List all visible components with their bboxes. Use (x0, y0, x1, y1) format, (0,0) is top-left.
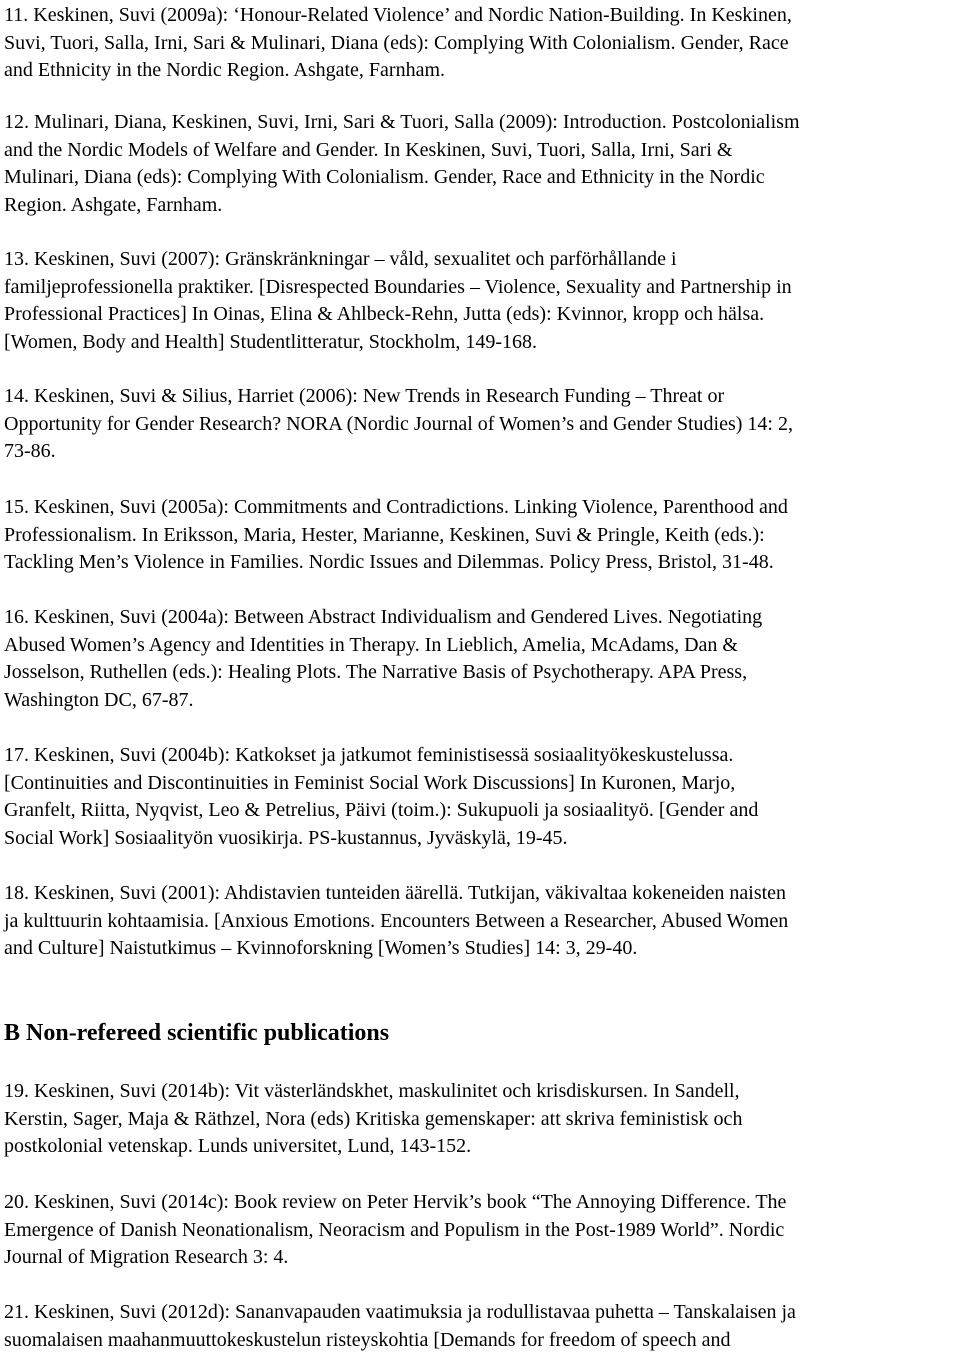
reference-entry-15 (4, 494, 788, 577)
reference-entry-19 (4, 1078, 742, 1161)
reference-line: ja kulttuurin kohtaamisia. [Anxious Emotions. Encounters Between a Researcher, Abused Women (4, 909, 789, 932)
reference-line: Professional Practices] In Oinas, Elina & Ahlbeck-Rehn, Jutta (eds): Kvinnor, kropp och hälsa. (4, 303, 765, 325)
reference-line: 12. Mulinari, Diana, Keskinen, Suvi, Irni, Sari & Tuori, Salla (2009): Introduction. Postcolonialism (4, 111, 800, 133)
reference-line: 17. Keskinen, Suvi (2004b): Katkokset ja jatkumot feministisessä sosiaalityökeskustelussa. (4, 744, 734, 766)
reference-line: Journal of Migration Research 3: 4. (4, 1246, 289, 1268)
reference-line: and Culture] Naistutkimus – Kvinnoforskning [Women’s Studies] 14: 3, 29-40. (4, 937, 638, 959)
reference-line: postkolonial vetenskap. Lunds universitet, Lund, 143-152. (4, 1135, 472, 1157)
reference-line: and the Nordic Models of Welfare and Gender. In Keskinen, Suvi, Tuori, Salla, Irni, Sari & (4, 138, 733, 161)
reference-line: Region. Ashgate, Farnham. (4, 193, 223, 216)
reference-line: Tackling Men’s Violence in Families. Nordic Issues and Dilemmas. Policy Press, Bristol, 31-48. (4, 551, 774, 573)
reference-entry-21 (4, 1299, 796, 1354)
reference-entry-17 (4, 742, 758, 852)
reference-line: 18. Keskinen, Suvi (2001): Ahdistavien tunteiden äärellä. Tutkijan, väkivaltaa kokeneiden naisten (4, 882, 787, 904)
reference-line: 73-86. (4, 440, 56, 462)
reference-line: 20. Keskinen, Suvi (2014c): Book review on Peter Hervik’s book “The Annoying Difference. The (4, 1191, 787, 1213)
reference-line: [Continuities and Discontinuities in Feminist Social Work Discussions] In Kuronen, Marjo, (4, 771, 736, 794)
reference-line: 19. Keskinen, Suvi (2014b): Vit västerländskhet, maskulinitet och krisdiskursen. In Sandell, (4, 1080, 740, 1102)
reference-line: [Women, Body and Health] Studentlitteratur, Stockholm, 149-168. (4, 330, 538, 353)
reference-line: Emergence of Danish Neonationalism, Neoracism and Populism in the Post-1989 World”. Nordic (4, 1218, 785, 1241)
reference-line: 14. Keskinen, Suvi & Silius, Harriet (2006): New Trends in Research Funding – Threat or (4, 385, 725, 407)
reference-line: Suvi, Tuori, Salla, Irni, Sari & Mulinari, Diana (eds): Complying With Colonialism. Gender, Race (4, 31, 789, 54)
reference-entry-14 (4, 383, 793, 466)
section-heading: B Non-refereed scientific publications (4, 1020, 390, 1046)
reference-line: Social Work] Sosiaalityön vuosikirja. PS-kustannus, Jyväskylä, 19-45. (4, 826, 568, 849)
reference-line: Abused Women’s Agency and Identities in Therapy. In Lieblich, Amelia, McAdams, Dan & (4, 633, 738, 656)
reference-line: 16. Keskinen, Suvi (2004a): Between Abstract Individualism and Gendered Lives. Negotiating (4, 606, 763, 628)
reference-line: 13. Keskinen, Suvi (2007): Gränskränkningar – våld, sexualitet och parförhållande i (4, 248, 677, 270)
reference-line: and Ethnicity in the Nordic Region. Ashgate, Farnham. (4, 59, 446, 81)
reference-entry-13 (4, 246, 792, 356)
reference-line: 11. Keskinen, Suvi (2009a): ‘Honour-Related Violence’ and Nordic Nation-Building. In Keskinen, (4, 4, 792, 26)
reference-entry-11 (4, 2, 792, 85)
reference-line: Professionalism. In Eriksson, Maria, Hester, Marianne, Keskinen, Suvi & Pringle, Keith (eds.): (4, 523, 765, 546)
reference-line: familjeprofessionella praktiker. [Disrespected Boundaries – Violence, Sexuality and Partnership in (4, 275, 792, 298)
reference-line: Opportunity for Gender Research? NORA (Nordic Journal of Women’s and Gender Studies) 14: 2, (4, 412, 793, 435)
reference-line: Granfelt, Riitta, Nyqvist, Leo & Petrelius, Päivi (toim.): Sukupuoli ja sosiaalityö. [Gender and (4, 799, 759, 821)
reference-entry-20 (4, 1189, 786, 1272)
reference-line: 15. Keskinen, Suvi (2005a): Commitments and Contradictions. Linking Violence, Parenthood and (4, 496, 788, 518)
reference-entry-16 (4, 604, 762, 714)
reference-line: Washington DC, 67-87. (4, 688, 194, 711)
reference-line: suomalaisen maahanmuuttokeskustelun risteyskohtia [Demands for freedom of speech and (4, 1328, 731, 1351)
reference-entry-18 (4, 880, 788, 963)
reference-line: Kerstin, Sager, Maja & Räthzel, Nora (eds) Kritiska gemenskaper: att skriva feministisk och (4, 1107, 743, 1130)
reference-line: 21. Keskinen, Suvi (2012d): Sananvapauden vaatimuksia ja rodullistavaa puhetta – Tanskalaisen ja (4, 1301, 796, 1323)
reference-line: Mulinari, Diana (eds): Complying With Colonialism. Gender, Race and Ethnicity in the Nordic (4, 166, 765, 188)
reference-line: Josselson, Ruthellen (eds.): Healing Plots. The Narrative Basis of Psychotherapy. APA Press, (4, 661, 748, 683)
reference-entry-12 (4, 109, 800, 219)
